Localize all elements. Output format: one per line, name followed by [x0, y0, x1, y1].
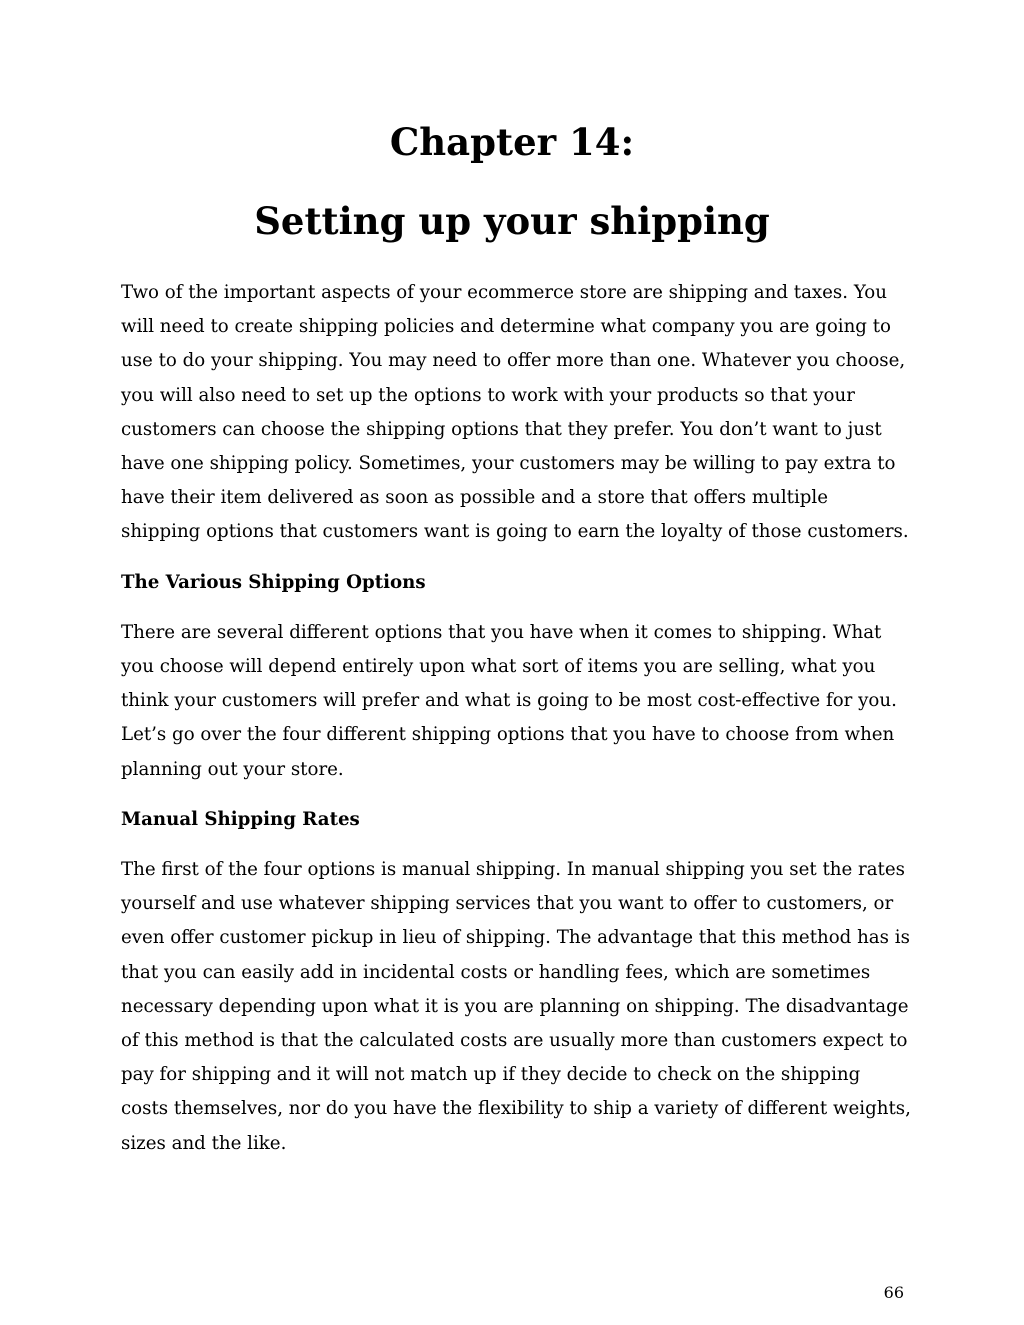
body-content — [121, 276, 911, 1177]
intro-paragraph: Two of the important aspects of your ecommerce store are shipping and taxes. You will need to create shipping policies and determine what company you are going to use to do your shipping. You may need to offer more than one. Whatever you choose, you will also need to set up the options to work with your products so that your customers can choose the shipping options that they prefer. You don’t want to just have one shipping policy. Sometimes, your customers may be willing to pay extra to have their item delivered as soon as possible and a store that offers multiple shipping options that customers want is going to earn the loyalty of those customers. — [121, 282, 909, 543]
section-heading-manual-rates: Manual Shipping Rates — [121, 808, 360, 830]
page-number: 66 — [883, 1283, 904, 1302]
various-options-paragraph: There are several different options that you have when it comes to shipping. What you choose will depend entirely upon what sort of items you are selling, what you think your customers will prefer and what is going to be most cost-effective for you. Let’s go over the four different shipping options that you have to choose from when planning out your store. — [121, 621, 897, 780]
chapter-title: Setting up your shipping — [254, 199, 770, 243]
chapter-label: Chapter 14: — [389, 120, 635, 164]
manual-rates-paragraph: The first of the four options is manual shipping. In manual shipping you set the rates yourself and use whatever shipping services that you want to offer to customers, or even offer customer pickup in lieu of shipping. The advantage that this method has is that you can easily add in incidental costs or handling fees, which are sometimes necessary depending upon what it is you are planning on shipping. The disadvantage of this method is that the calculated costs are usually more than customers expect to pay for shipping and it will not match up if they decide to check on the shipping costs themselves, nor do you have the flexibility to ship a variety of different weights, sizes and the like. — [121, 859, 911, 1154]
section-heading-various-options: The Various Shipping Options — [121, 571, 426, 593]
